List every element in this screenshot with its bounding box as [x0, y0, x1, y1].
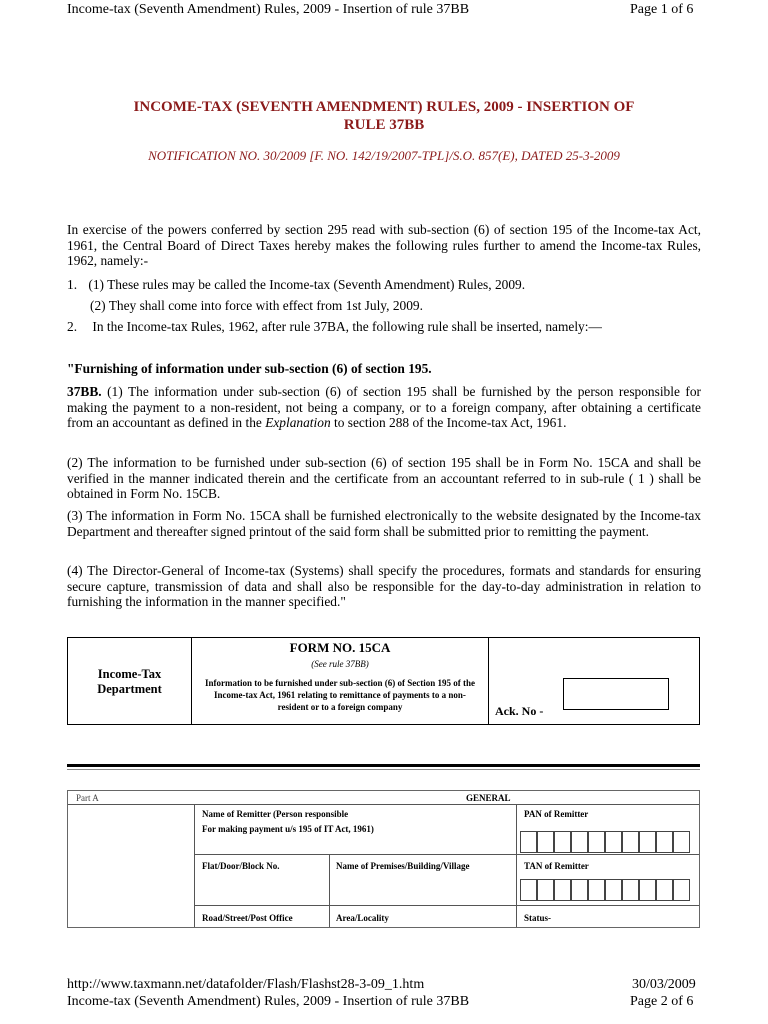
notification-line: NOTIFICATION NO. 30/2009 [F. NO. 142/19/2007-TPL]/S.O. 857(E), DATED 25-3-2009 — [148, 148, 620, 163]
page-number-2: Page 2 of 6 — [630, 994, 694, 1009]
rule-item-1b: (2) They shall come into force with effect from 1st July, 2009. — [90, 298, 423, 313]
rule-item-1 — [67, 277, 525, 293]
divider — [67, 764, 700, 767]
form-number: FORM NO. 15CA — [289, 640, 391, 655]
page-number: Page 1 of 6 — [630, 2, 694, 17]
rule-37bb-label: 37BB. — [67, 384, 102, 399]
footer-url[interactable]: http://www.taxmann.net/datafolder/Flash/Flashst28-3-09_1.htm — [67, 977, 425, 992]
rule-item-2 — [67, 319, 602, 335]
form-title-cell — [192, 638, 489, 724]
rule-37bb-text-b: to section 288 of the Income-tax Act, 1961. — [330, 415, 567, 431]
ack-cell — [489, 638, 699, 724]
document-title — [70, 98, 698, 134]
part-a-table — [67, 790, 700, 928]
tan-label: TAN of Remitter — [524, 861, 589, 871]
intro-paragraph: In exercise of the powers conferred by section 295 read with sub-section (6) of section 195 of the Income-tax Act, 1961, the Central Board of Direct Taxes hereby makes the following rules further to amend the Income-tax Rules, 1962, namely:- — [67, 222, 701, 269]
sub-rule-3: (3) The information in Form No. 15CA shall be furnished electronically to the website designated by the Income-tax Department and thereafter signed printout of the said form shall be submitted prior to remitting the payment. — [67, 508, 701, 539]
form-header-box — [67, 637, 700, 725]
dept-cell — [68, 638, 192, 724]
ack-number-field[interactable] — [563, 678, 669, 710]
divider — [67, 769, 700, 770]
item-number: 1. — [67, 277, 78, 292]
item-text: (1) These rules may be called the Income-tax (Seventh Amendment) Rules, 2009. — [88, 277, 526, 292]
footer-date: 30/03/2009 — [632, 977, 696, 992]
premises-label: Name of Premises/Building/Village — [336, 861, 470, 871]
page-header-title-2: Income-tax (Seventh Amendment) Rules, 2009 - Insertion of rule 37BB — [67, 994, 470, 1009]
road-label: Road/Street/Post Office — [202, 913, 293, 923]
explanation-term: Explanation — [265, 415, 331, 431]
rule-37bb-text-a: (1) The information under sub-section (6) of section 195 shall be furnished by the person responsible for making the payment to a non-resident, not being a company, or to a foreign company, after obtaining a certificate from an accountant as defined in the — [67, 384, 701, 431]
ack-label: Ack. No - — [495, 704, 544, 718]
item-number: 2. — [67, 319, 78, 334]
area-label: Area/Locality — [336, 913, 389, 923]
part-a-label: Part A — [76, 793, 99, 803]
page-header-title: Income-tax (Seventh Amendment) Rules, 2009 - Insertion of rule 37BB — [67, 2, 470, 17]
status-label: Status- — [524, 913, 552, 923]
title-line-2: RULE 37BB — [343, 117, 425, 133]
section-heading: "Furnishing of information under sub-section (6) of section 195. — [67, 361, 432, 376]
sub-rule-4: (4) The Director-General of Income-tax (Systems) shall specify the procedures, formats and standards for ensuring secure capture, transmission of data and shall also be responsible for the day-to-day administration in relation to furnishing the information in the manner specified." — [67, 563, 701, 610]
see-rule: (See rule 37BB) — [311, 659, 369, 669]
remitter-name-label: Name of Remitter (Person responsible — [202, 809, 349, 819]
rule-37bb-paragraph — [67, 384, 701, 431]
pan-label: PAN of Remitter — [524, 809, 589, 819]
flat-label: Flat/Door/Block No. — [202, 861, 280, 871]
remitter-name-label-2: For making payment u/s 195 of IT Act, 1961) — [202, 824, 374, 834]
sub-rule-2: (2) The information to be furnished under sub-section (6) of section 195 shall be in Form No. 15CA and shall be verified in the manner indicated therein and the certificate from an accountant referred to in sub-rule ( 1 ) shall be obtained in Form No. 15CB. — [67, 455, 701, 502]
general-label: GENERAL — [466, 793, 511, 803]
item-text: In the Income-tax Rules, 1962, after rule 37BA, the following rule shall be inserted, namely:— — [92, 319, 602, 334]
form-description: Information to be furnished under sub-section (6) of Section 195 of the Income-tax Act, 1961 relating to remittance of payments to a non-resident or to a foreign company — [204, 678, 476, 712]
title-line-1: INCOME-TAX (SEVENTH AMENDMENT) RULES, 2009 - INSERTION OF — [133, 99, 635, 115]
department-name: Income-Tax Department — [97, 667, 162, 696]
